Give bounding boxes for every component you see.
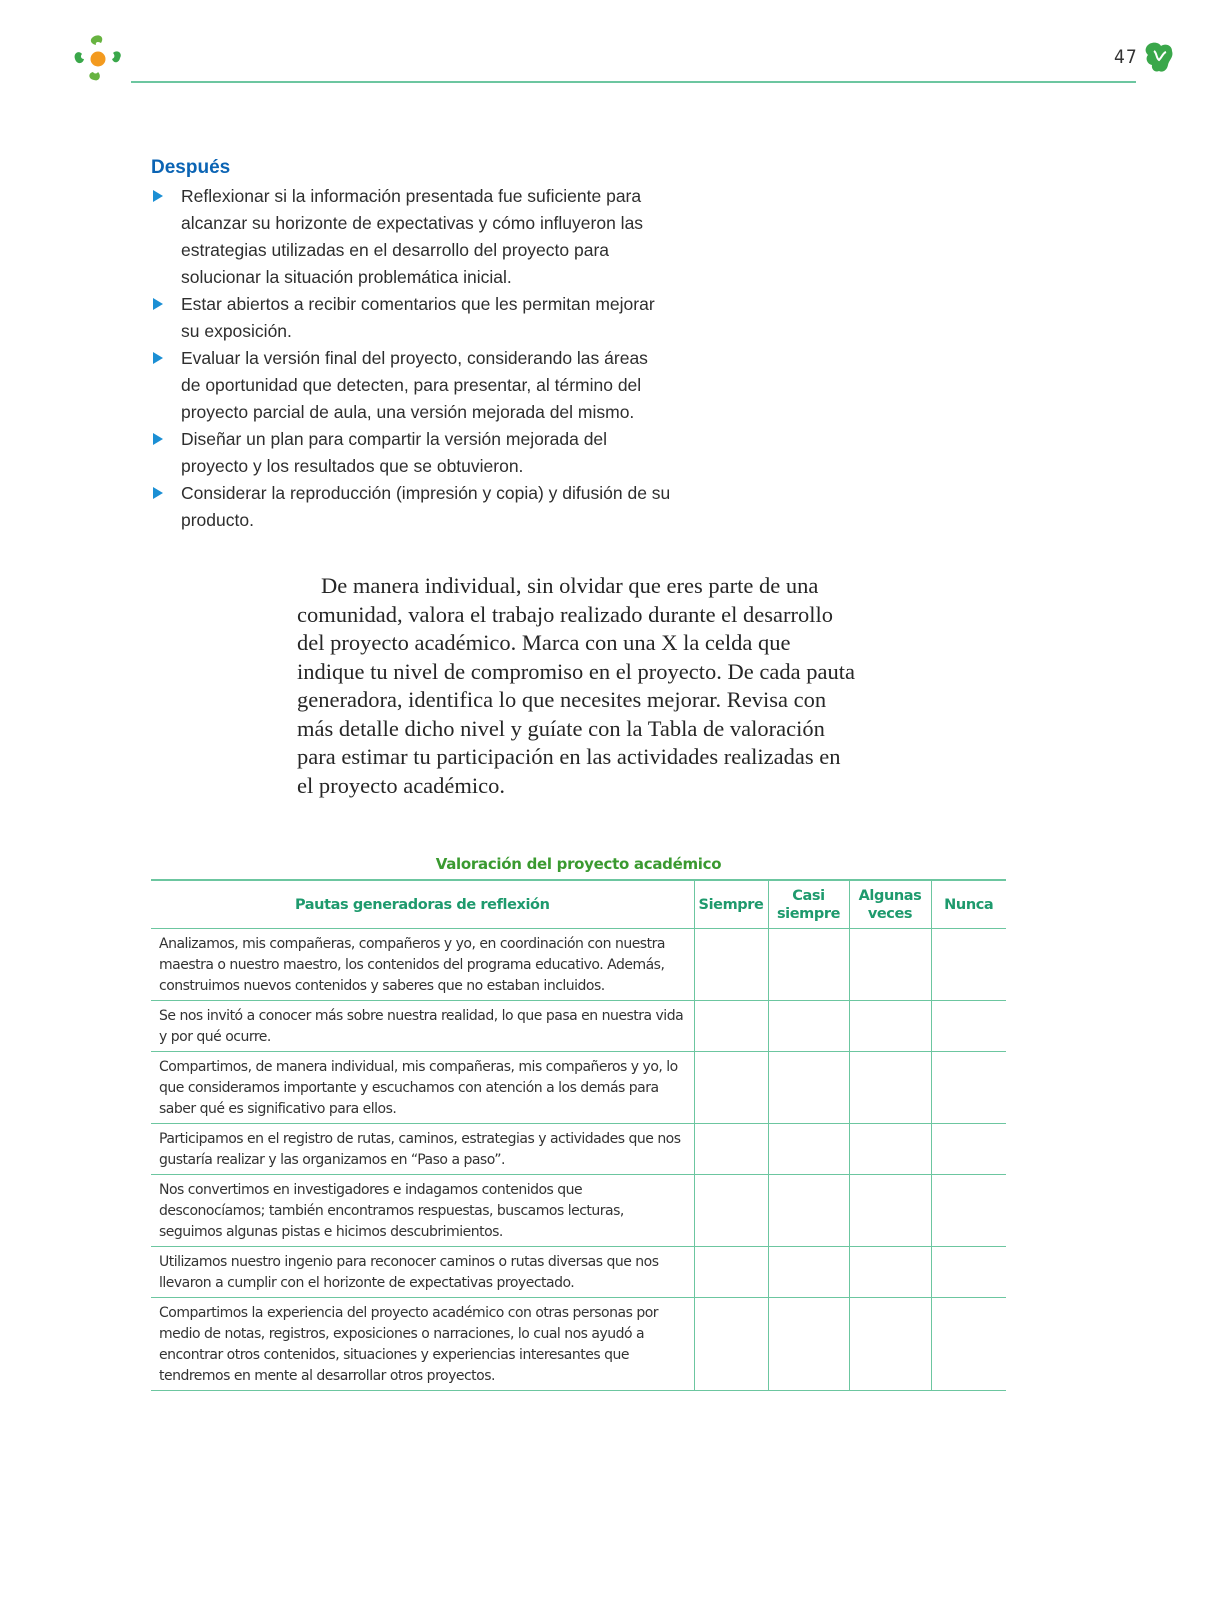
intro-paragraph: De manera individual, sin olvidar que eres parte de una comunidad, valora el trabajo realizado durante el desarrollo del proyecto académico. Marca con una X la celda que indique tu nivel de compromiso en el proyecto. De cada pauta generadora, identifica lo que necesites mejorar. Revisa con más detalle dicho nivel y guíate con la Tabla de valoración para estimar tu participación en las actividades realizadas en el proyecto académico. <box>297 573 855 798</box>
table-row <box>151 929 1006 1001</box>
pauta-cell: Compartimos, de manera individual, mis compañeras, mis compañeros y yo, lo que consideramos importante y escuchamos con atención a los demás para saber qué es significativo para ellos. <box>151 1052 694 1124</box>
list-item <box>151 291 671 345</box>
casi-siempre-cell[interactable] <box>768 1247 849 1298</box>
column-header-casi-siempre: Casi siempre <box>768 880 849 929</box>
list-item <box>151 480 671 534</box>
siempre-cell[interactable] <box>694 1247 768 1298</box>
table-row <box>151 1001 1006 1052</box>
list-item-text: Evaluar la versión final del proyecto, considerando las áreas de oportunidad que detecten, para presentar, al término del proyecto parcial de aula, una versión mejorada del mismo. <box>181 348 648 422</box>
casi-siempre-cell[interactable] <box>768 1175 849 1247</box>
list-item-text: Considerar la reproducción (impresión y copia) y difusión de su producto. <box>181 483 671 530</box>
list-item <box>151 345 671 426</box>
pauta-cell: Nos convertimos en investigadores e indagamos contenidos que desconocíamos; también encontramos respuestas, buscamos lecturas, seguimos algunas pistas e hicimos descubrimientos. <box>151 1175 694 1247</box>
column-header-algunas-veces: Algunas veces <box>849 880 931 929</box>
evaluation-table <box>151 879 1006 1391</box>
algunas-veces-cell[interactable] <box>849 1175 931 1247</box>
header-rule <box>131 81 1136 83</box>
pauta-cell: Utilizamos nuestro ingenio para reconocer caminos o rutas diversas que nos llevaron a cumplir con el horizonte de expectativas proyectado. <box>151 1247 694 1298</box>
table-row <box>151 1175 1006 1247</box>
algunas-veces-cell[interactable] <box>849 1298 931 1391</box>
nunca-cell[interactable] <box>931 1247 1006 1298</box>
siempre-cell[interactable] <box>694 1298 768 1391</box>
column-header-nunca: Nunca <box>931 880 1006 929</box>
nunca-cell[interactable] <box>931 1001 1006 1052</box>
algunas-veces-cell[interactable] <box>849 929 931 1001</box>
triangle-bullet-icon <box>153 487 163 499</box>
table-title: Valoración del proyecto académico <box>435 855 722 873</box>
pauta-cell: Se nos invitó a conocer más sobre nuestra realidad, lo que pasa en nuestra vida y por qué ocurre. <box>151 1001 694 1052</box>
triangle-bullet-icon <box>153 433 163 445</box>
algunas-veces-cell[interactable] <box>849 1052 931 1124</box>
pauta-cell: Compartimos la experiencia del proyecto académico con otras personas por medio de notas, registros, exposiciones o narraciones, lo cual nos ayudó a encontrar otros contenidos, situaciones y experiencias interesantes que tendremos en mente al desarrollar otros proyectos. <box>151 1298 694 1391</box>
casi-siempre-cell[interactable] <box>768 1124 849 1175</box>
table-header-row <box>151 880 1006 929</box>
table-row <box>151 1247 1006 1298</box>
triangle-bullet-icon <box>153 298 163 310</box>
flower-logo-icon <box>72 32 128 86</box>
casi-siempre-cell[interactable] <box>768 929 849 1001</box>
nunca-cell[interactable] <box>931 929 1006 1001</box>
list-item-text: Reflexionar si la información presentada fue suficiente para alcanzar su horizonte de expectativas y cómo influyeron las estrategias utilizadas en el desarrollo del proyecto para solucionar la situación problemática inicial. <box>181 186 644 287</box>
table-row <box>151 1124 1006 1175</box>
list-item <box>151 183 671 291</box>
nunca-cell[interactable] <box>931 1052 1006 1124</box>
triangle-bullet-icon <box>153 352 163 364</box>
list-item-text: Diseñar un plan para compartir la versión mejorada del proyecto y los resultados que se obtuvieron. <box>181 429 608 476</box>
list-item-text: Estar abiertos a recibir comentarios que les permitan mejorar su exposición. <box>181 294 655 341</box>
siempre-cell[interactable] <box>694 1124 768 1175</box>
algunas-veces-cell[interactable] <box>849 1001 931 1052</box>
algunas-veces-cell[interactable] <box>849 1124 931 1175</box>
column-header-siempre: Siempre <box>694 880 768 929</box>
pauta-cell: Analizamos, mis compañeras, compañeros y yo, en coordinación con nuestra maestra o nuestro maestro, los contenidos del programa educativo. Además, construimos nuevos contenidos y saberes que no estaban incluidos. <box>151 929 694 1001</box>
siempre-cell[interactable] <box>694 1175 768 1247</box>
casi-siempre-cell[interactable] <box>768 1052 849 1124</box>
green-glyph-icon <box>1143 40 1175 74</box>
algunas-veces-cell[interactable] <box>849 1247 931 1298</box>
siempre-cell[interactable] <box>694 929 768 1001</box>
nunca-cell[interactable] <box>931 1298 1006 1391</box>
casi-siempre-cell[interactable] <box>768 1298 849 1391</box>
column-header-pautas: Pautas generadoras de reflexión <box>151 880 694 929</box>
table-row <box>151 1298 1006 1391</box>
section-title: Después <box>151 157 231 178</box>
page-number: 47 <box>1114 46 1138 68</box>
bullet-list <box>151 183 671 534</box>
nunca-cell[interactable] <box>931 1124 1006 1175</box>
siempre-cell[interactable] <box>694 1001 768 1052</box>
list-item <box>151 426 671 480</box>
table-row <box>151 1052 1006 1124</box>
triangle-bullet-icon <box>153 190 163 202</box>
siempre-cell[interactable] <box>694 1052 768 1124</box>
pauta-cell: Participamos en el registro de rutas, caminos, estrategias y actividades que nos gustaría realizar y las organizamos en “Paso a paso”. <box>151 1124 694 1175</box>
casi-siempre-cell[interactable] <box>768 1001 849 1052</box>
nunca-cell[interactable] <box>931 1175 1006 1247</box>
